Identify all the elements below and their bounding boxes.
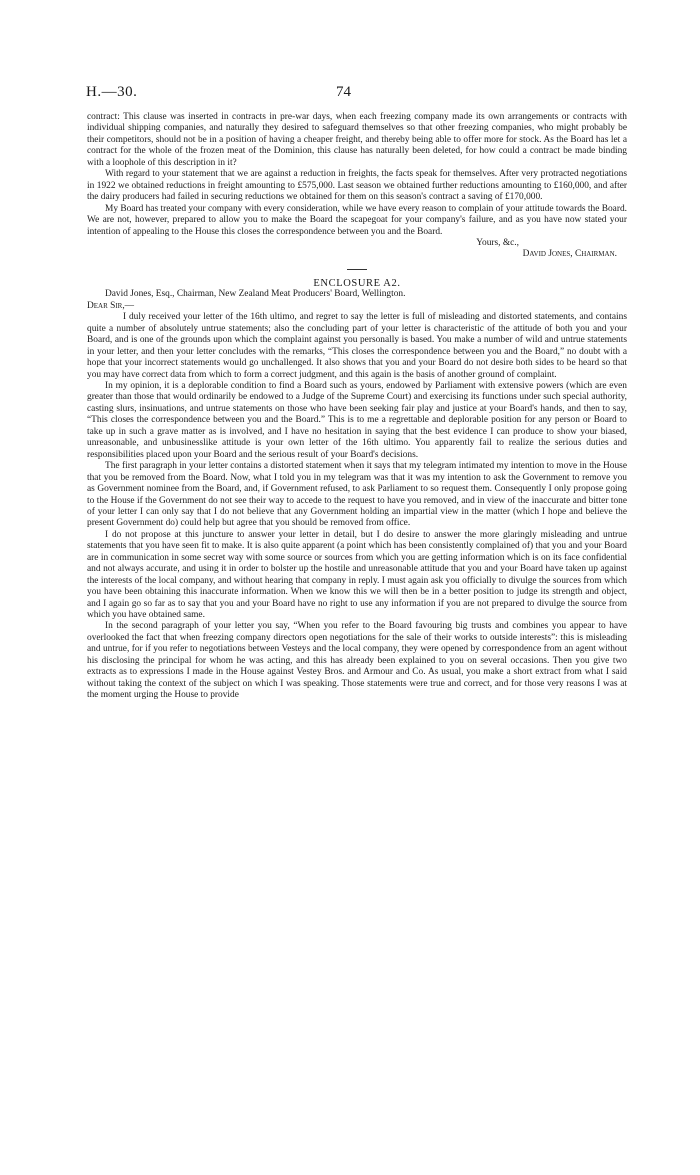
page-number: 74 <box>336 84 351 100</box>
enclosure-paragraph: The first paragraph in your letter contains a distorted statement when it says that my telegram intimated my intention to move in the House that you be removed from the Board. Now, what I told you in my telegram was that it was my intention to ask the Government to remove you as Government nominee from the Board, and, if Government refused, to ask Parliament to so request them. Consequently I only propose going to the House if the Government do not see their way to accede to the request to have you removed, and in view of the inaccurate and bitter tone of your letter I can only say that I do not believe that any Government holding an impartial view in the matter (which I hope and believe the present Government do) could help but agree that you should be removed from office. <box>87 461 627 529</box>
document-reference: H.—30. <box>86 84 138 100</box>
letter-paragraph: My Board has treated your company with every consideration, while we have every reason to complain of your attitude towards the Board. We are not, however, prepared to allow you to make the Board the scapegoat for your company's failure, and as you have now stated your intention of appealing to the House this closes the correspondence between you and the Board. <box>87 203 627 237</box>
enclosure-title: ENCLOSURE A2. <box>313 277 401 289</box>
page-header <box>86 84 626 102</box>
section-divider <box>347 269 367 270</box>
enclosure-salutation: Dear Sir,— <box>87 300 135 311</box>
enclosure-paragraph: I do not propose at this juncture to answer your letter in detail, but I do desire to answer the more glaringly misleading and untrue statements that you have seen fit to make. It is also quite apparent (a point which has been consistently complained of) that you and your Board are in communication in some secret way with some source or sources from which you are getting information which is on its face confidential and not always accurate, and using it in order to bolster up the hostile and unreasonable attitude that you and your Board have taken up against the interests of the local company, and without hearing that company in reply. I must again ask you officially to divulge the sources from which you have been obtaining this inaccurate information. When we know this we will then be in a better position to judge its strength and object, and I again go so far as to say that you and your Board have no right to use any information if you are not prepared to divulge the source from which you have obtained same. <box>87 529 627 621</box>
enclosure-paragraph: In the second paragraph of your letter you say, “When you refer to the Board favouring big trusts and combines you appear to have overlooked the fact that when freezing company directors open negotiations for the sale of their works to outside interests”: this is misleading and untrue, for if you refer to negotiations between Vesteys and the local company, they were opened by correspondence from an agent without his disclosing the principal for whom he was acting, and this has already been explained to you on several occasions. Then you give two extracts as to expressions I made in the House against Vestey Bros. and Armour and Co. As usual, you make a short extract from what I said without taking the context of the subject on which I was speaking. Those statements were true and correct, and for those very reasons I was at the moment urging the House to provide <box>87 621 627 701</box>
letter-signature: David Jones, Chairman. <box>522 249 617 260</box>
document-body <box>87 112 627 702</box>
enclosure-addressee: David Jones, Esq., Chairman, New Zealand Meat Producers' Board, Wellington. <box>105 289 406 300</box>
letter-paragraph: With regard to your statement that we are against a reduction in freights, the facts speak for themselves. After very protracted negotiations in 1922 we obtained reductions in freight amounting to £575,000. Last season we obtained further reductions amounting to £160,000, and after the dairy producers had failed in securing reductions we obtained for them on this season's contract a saving of £170,000. <box>87 169 627 203</box>
enclosure-paragraph: In my opinion, it is a deplorable condition to find a Board such as yours, endowed by Parliament with extensive powers (which are even greater than those that would ordinarily be endowed to a Judge of the Supreme Court) and exercising its functions under such special authority, casting slurs, insinuations, and untrue statements on those who have been seeking fair play and justice at your Board's hands, and then to say, “This closes the correspondence between you and the Board.” This is to me a regrettable and deplorable position for any person or Board to take up in such a grave matter as is involved, and I have no hesitation in saying that the best evidence I can produce to show your biased, unreasonable, and unbusinesslike attitude is your own letter of the 16th ultimo. You apparently fail to realize the serious duties and responsibilities placed upon your Board and the serious result of your Board's decisions. <box>87 380 627 460</box>
letter-paragraph: contract: This clause was inserted in contracts in pre-war days, when each freezing company made its own arrangements or contracts with individual shipping companies, and naturally they desired to safeguard themselves so that other freezing companies, who might probably be their competitors, should not be in a position of having a cheaper freight, and thereby being able to offer more for stock. As the Board has let a contract for the whole of the frozen meat of the Dominion, this clause has naturally been deleted, for how could a contract be made binding with a loophole of this description in it? <box>87 112 627 168</box>
letter-closing: Yours, &c., <box>476 237 519 248</box>
enclosure-paragraph: I duly received your letter of the 16th ultimo, and regret to say the letter is full of misleading and distorted statements, and contains quite a number of absolutely untrue statements; also the concluding part of your letter is characteristic of the attitude of both you and your Board, and is one of the grounds upon which the complaint against you personally is based. You make a number of wild and untrue statements in your letter, and then your letter concludes with the remarks, “This closes the correspondence between you and the Board,” no doubt with a hope that your incorrect statements would go unchallenged. It also shows that you and your Board do not desire both sides to be heard so that you may have correct data from which to form a correct judgment, and this again is the basis of another ground of complaint. <box>87 312 627 380</box>
